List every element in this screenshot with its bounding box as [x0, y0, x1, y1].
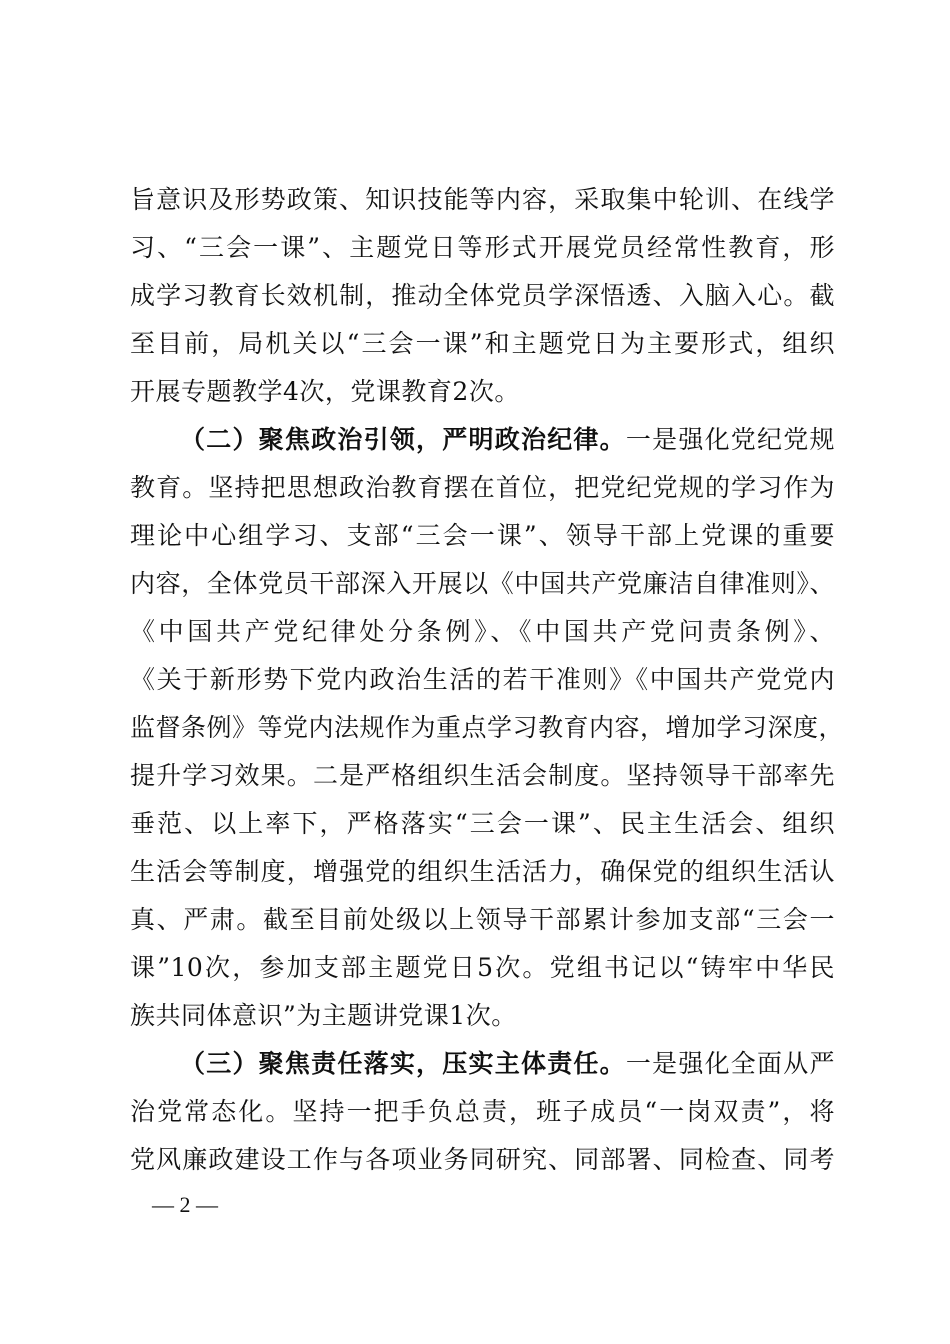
section-heading: （三）聚焦责任落实，压实主体责任。: [180, 1049, 626, 1078]
text-line: 真、严肃。截至目前处级以上领导干部累计参加支部“三会一: [130, 905, 835, 934]
section-heading-line: （三）聚焦责任落实，压实主体责任。一是强化全面从严: [180, 1049, 835, 1078]
text-line: 族共同体意识”为主题讲党课1次。: [130, 1001, 517, 1030]
text-line: 《关于新形势下党内政治生活的若干准则》《中国共产党党内: [130, 665, 835, 694]
text-line: 内容，全体党员干部深入开展以《中国共产党廉洁自律准则》、: [130, 569, 835, 598]
text-line: 教育。坚持把思想政治教育摆在首位，把党纪党规的学习作为: [130, 473, 835, 502]
text-line: 生活会等制度，增强党的组织生活活力，确保党的组织生活认: [130, 857, 835, 886]
text-line: 党风廉政建设工作与各项业务同研究、同部署、同检查、同考: [130, 1145, 835, 1174]
text-line: 治党常态化。坚持一把手负总责，班子成员“一岗双责”，将: [130, 1097, 835, 1126]
section-heading: （二）聚焦政治引领，严明政治纪律。: [180, 425, 626, 454]
text-line: 习、“三会一课”、主题党日等形式开展党员经常性教育，形: [130, 233, 835, 262]
text-line: 成学习教育长效机制，推动全体党员学深悟透、入脑入心。截: [130, 281, 835, 310]
text-line: 旨意识及形势政策、知识技能等内容，采取集中轮训、在线学: [130, 185, 835, 214]
text-line: 课”10次，参加支部主题党日5次。党组书记以“铸牢中华民: [130, 953, 835, 982]
text-line: 提升学习效果。二是严格组织生活会制度。坚持领导干部率先: [130, 761, 835, 790]
text-line: 开展专题教学4次，党课教育2次。: [130, 377, 520, 406]
text-line: 理论中心组学习、支部“三会一课”、领导干部上党课的重要: [130, 521, 835, 550]
text-line: 至目前，局机关以“三会一课”和主题党日为主要形式，组织: [130, 329, 835, 358]
page-number: — 2 —: [152, 1192, 218, 1217]
text-line: 监督条例》等党内法规作为重点学习教育内容，增加学习深度，: [130, 713, 845, 742]
section-heading-line: （二）聚焦政治引领，严明政治纪律。一是强化党纪党规: [180, 425, 835, 454]
text-line: 垂范、以上率下，严格落实“三会一课”、民主生活会、组织: [130, 809, 835, 838]
text-line: 《中国共产党纪律处分条例》、《中国共产党问责条例》、: [130, 617, 835, 646]
